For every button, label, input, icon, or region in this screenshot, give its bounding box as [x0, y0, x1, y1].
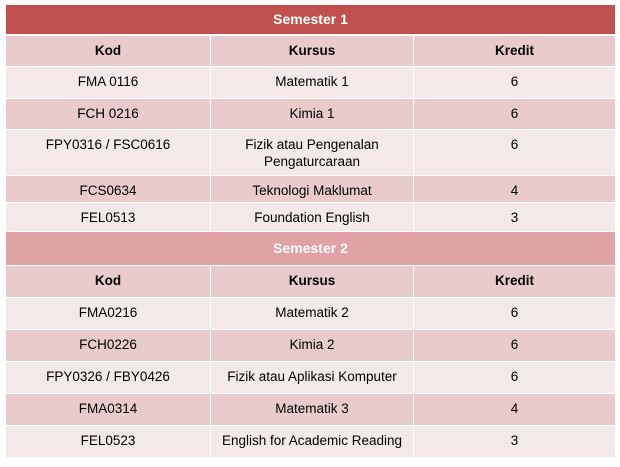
course-name: English for Academic Reading	[211, 426, 414, 458]
column-header-row	[6, 266, 616, 298]
course-credit: 6	[414, 330, 616, 362]
course-name: Matematik 1	[211, 67, 414, 99]
course-credit: 6	[414, 298, 616, 330]
semester-header-row	[6, 5, 616, 35]
course-credit: 6	[414, 362, 616, 394]
column-header-kursus: Kursus	[211, 266, 414, 298]
course-code: FCH 0216	[6, 99, 211, 130]
table-row	[6, 176, 616, 203]
course-code: FCH0226	[6, 330, 211, 362]
course-credit: 3	[414, 426, 616, 458]
course-code: FMA0314	[6, 394, 211, 426]
column-header-kredit: Kredit	[414, 266, 616, 298]
course-credit: 6	[414, 99, 616, 130]
course-credit: 3	[414, 203, 616, 232]
course-name: Teknologi Maklumat	[211, 176, 414, 203]
column-header-kod: Kod	[6, 266, 211, 298]
course-name: Foundation English	[211, 203, 414, 232]
course-credit: 6	[414, 67, 616, 99]
course-code: FPY0326 / FBY0426	[6, 362, 211, 394]
column-header-kursus: Kursus	[211, 35, 414, 67]
course-table-container	[5, 4, 615, 458]
column-header-kredit: Kredit	[414, 35, 616, 67]
semester-header-row	[6, 232, 616, 266]
table-row	[6, 394, 616, 426]
course-code: FEL0513	[6, 203, 211, 232]
course-name: Fizik atau Aplikasi Komputer	[211, 362, 414, 394]
table-row	[6, 130, 616, 176]
course-name: Kimia 2	[211, 330, 414, 362]
table-row	[6, 362, 616, 394]
course-name: Fizik atau Pengenalan Pengaturcaraan	[211, 130, 414, 176]
course-code: FMA 0116	[6, 67, 211, 99]
semester-title: Semester 1	[6, 5, 616, 35]
column-header-row	[6, 35, 616, 67]
course-table	[5, 4, 616, 458]
course-name: Kimia 1	[211, 99, 414, 130]
table-row	[6, 203, 616, 232]
table-row	[6, 330, 616, 362]
semester-title: Semester 2	[6, 232, 616, 266]
course-name: Matematik 3	[211, 394, 414, 426]
course-code: FCS0634	[6, 176, 211, 203]
table-row	[6, 426, 616, 458]
course-credit: 4	[414, 176, 616, 203]
course-code: FEL0523	[6, 426, 211, 458]
table-row	[6, 99, 616, 130]
course-code: FPY0316 / FSC0616	[6, 130, 211, 176]
table-row	[6, 67, 616, 99]
course-code: FMA0216	[6, 298, 211, 330]
course-credit: 6	[414, 130, 616, 176]
table-row	[6, 298, 616, 330]
course-credit: 4	[414, 394, 616, 426]
column-header-kod: Kod	[6, 35, 211, 67]
course-name: Matematik 2	[211, 298, 414, 330]
